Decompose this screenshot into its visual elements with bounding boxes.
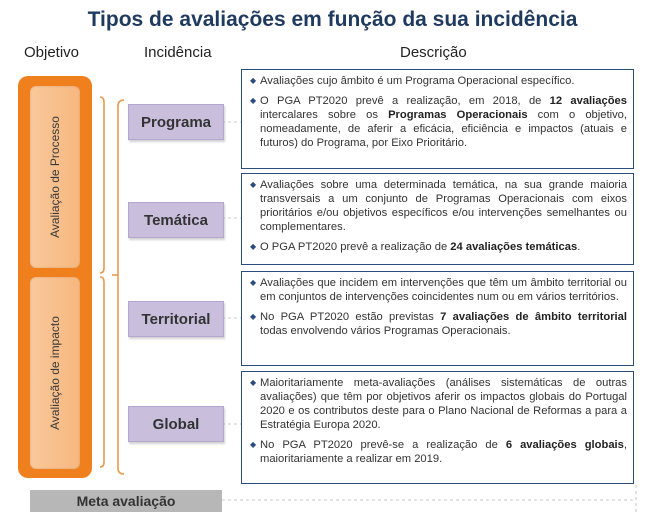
incidence-programa: Programa — [128, 104, 224, 140]
bracket-outer-lower — [100, 277, 104, 467]
diagram-title: Tipos de avaliações em função da sua incidência — [87, 8, 578, 31]
bracket-inner — [118, 100, 124, 474]
diamond-bullet-icon: ◆ — [250, 76, 257, 85]
bullet-item: ◆ Avaliações sobre uma determinada temática, na sua grande maioria transversais a um conjunto de Programas Operacionais com eixos prioritários e/ou objetivos específicos e/ou intervenções semelhantes ou complementares. — [250, 179, 627, 233]
objective-impacto-label: Avaliação de impacto — [48, 316, 62, 430]
meta-avaliacao-box: Meta avaliação — [30, 490, 222, 512]
bullet-item: ◆ Avaliações que incidem em intervenções que têm um âmbito territorial ou em conjuntos de intervenções coincidentes num ou em vários territórios. — [250, 277, 627, 303]
description-programa — [241, 69, 634, 169]
diamond-bullet-icon: ◆ — [250, 378, 257, 387]
objective-processo-label: Avaliação de Processo — [48, 116, 62, 238]
incidence-territorial: Territorial — [128, 301, 224, 337]
header-objetivo: Objetivo — [24, 44, 80, 61]
bullet-item: ◆ O PGA PT2020 prevê a realização de 24 avaliações temáticas. — [250, 241, 581, 253]
bullet-item: ◆ No PGA PT2020 prevê-se a realização de 6 avaliações globais, maioritariamente a realizar em 2019. — [250, 439, 627, 465]
bullet-item: ◆ Avaliações cujo âmbito é um Programa Operacional específico. — [250, 75, 575, 87]
diamond-bullet-icon: ◆ — [250, 440, 257, 449]
bracket-outer-upper — [100, 97, 104, 273]
diamond-bullet-icon: ◆ — [250, 278, 257, 287]
description-global — [241, 371, 634, 484]
header-descricao: Descrição — [400, 44, 467, 61]
bullet-item: ◆ No PGA PT2020 estão previstas 7 avaliações de âmbito territorial todas envolvendo vários Programas Operacionais. — [250, 311, 627, 337]
diamond-bullet-icon: ◆ — [250, 242, 257, 251]
incidence-tematica: Temática — [128, 202, 224, 238]
header-incidencia: Incidência — [144, 44, 212, 61]
diamond-bullet-icon: ◆ — [250, 312, 257, 321]
diamond-bullet-icon: ◆ — [250, 180, 257, 189]
description-territorial — [241, 271, 634, 366]
incidence-global: Global — [128, 406, 224, 442]
diamond-bullet-icon: ◆ — [250, 96, 257, 105]
bullet-item: ◆ O PGA PT2020 prevê a realização, em 2018, de 12 avaliações intercalares sobre os Programas Operacionais com o objetivo, nomeadamente, de aferir a eficácia, eficiência e impactos (atuais e futuros) do Programa, por Eixo Prioritário. — [250, 95, 627, 149]
bullet-item: ◆ Maioritariamente meta-avaliações (análises sistemáticas de outras avaliações) que têm por objetivos aferir os impactos globais do Portugal 2020 e os contributos deste para o Plano Nacional de Reformas a para a Estratégia Europa 2020. — [250, 377, 627, 431]
description-tematica — [241, 173, 634, 265]
